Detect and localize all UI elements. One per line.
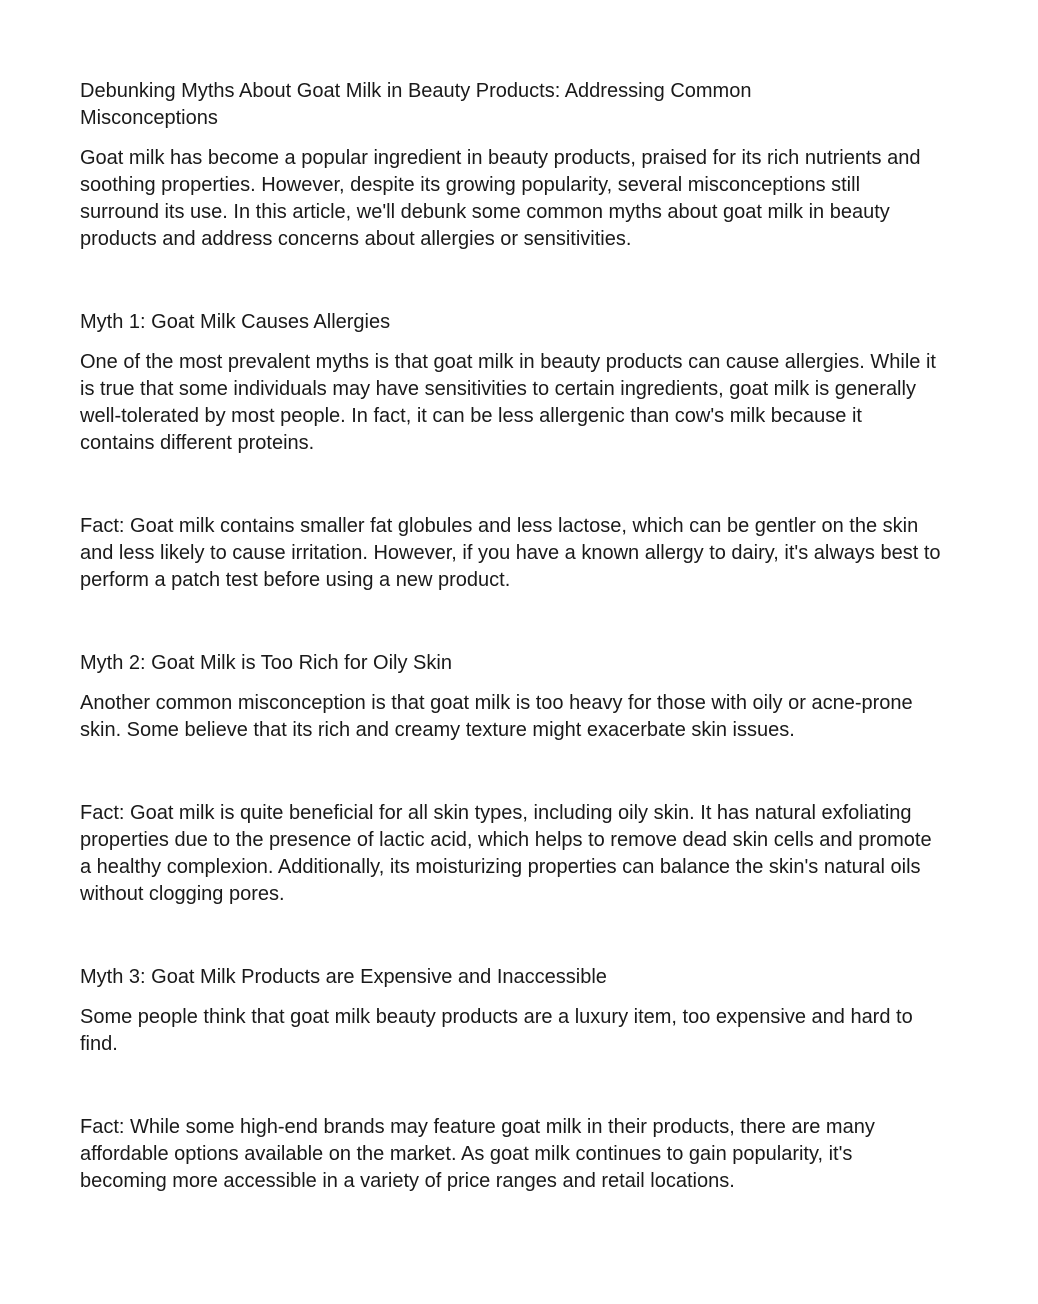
spacer: [80, 253, 942, 309]
article-title: Debunking Myths About Goat Milk in Beauty Products: Addressing Common Misconceptions: [80, 80, 752, 129]
myth-heading: Myth 1: Goat Milk Causes Allergies: [80, 311, 391, 333]
myth-section-2: [80, 650, 942, 908]
myth-paragraph: One of the most prevalent myths is that goat milk in beauty products can cause allergies. While it is true that some individuals may have sensitivities to certain ingredients, goat milk is generally well-tolerated by most people. In fact, it can be less allergenic than cow's milk because it contains different proteins.: [80, 351, 936, 454]
fact-paragraph: Fact: Goat milk contains smaller fat globules and less lactose, which can be gentler on the skin and less likely to cause irritation. However, if you have a known allergy to dairy, it's always best to perform a patch test before using a new product.: [80, 515, 941, 591]
spacer: [80, 908, 942, 964]
spacer: [80, 1058, 942, 1114]
spacer: [80, 594, 942, 650]
myth-heading: Myth 3: Goat Milk Products are Expensive and Inaccessible: [80, 966, 607, 988]
fact-paragraph: Fact: While some high-end brands may feature goat milk in their products, there are many affordable options available on the market. As goat milk continues to gain popularity, it's becoming more accessible in a variety of price ranges and retail locations.: [80, 1116, 875, 1192]
spacer: [80, 744, 942, 800]
myth-paragraph: Some people think that goat milk beauty products are a luxury item, too expensive and hard to find.: [80, 1006, 913, 1055]
myth-section-3: [80, 964, 942, 1195]
spacer: [80, 457, 942, 513]
myth-paragraph: Another common misconception is that goat milk is too heavy for those with oily or acne-prone skin. Some believe that its rich and creamy texture might exacerbate skin issues.: [80, 692, 913, 741]
myth-section-1: [80, 309, 942, 594]
myth-heading: Myth 2: Goat Milk is Too Rich for Oily Skin: [80, 652, 452, 674]
fact-paragraph: Fact: Goat milk is quite beneficial for all skin types, including oily skin. It has natural exfoliating properties due to the presence of lactic acid, which helps to remove dead skin cells and promote a healthy complexion. Additionally, its moisturizing properties can balance the skin's natural oils without clogging pores.: [80, 802, 932, 905]
intro-paragraph: Goat milk has become a popular ingredient in beauty products, praised for its rich nutrients and soothing properties. However, despite its growing popularity, several misconceptions still surround its use. In this article, we'll debunk some common myths about goat milk in beauty products and address concerns about allergies or sensitivities.: [80, 147, 921, 250]
